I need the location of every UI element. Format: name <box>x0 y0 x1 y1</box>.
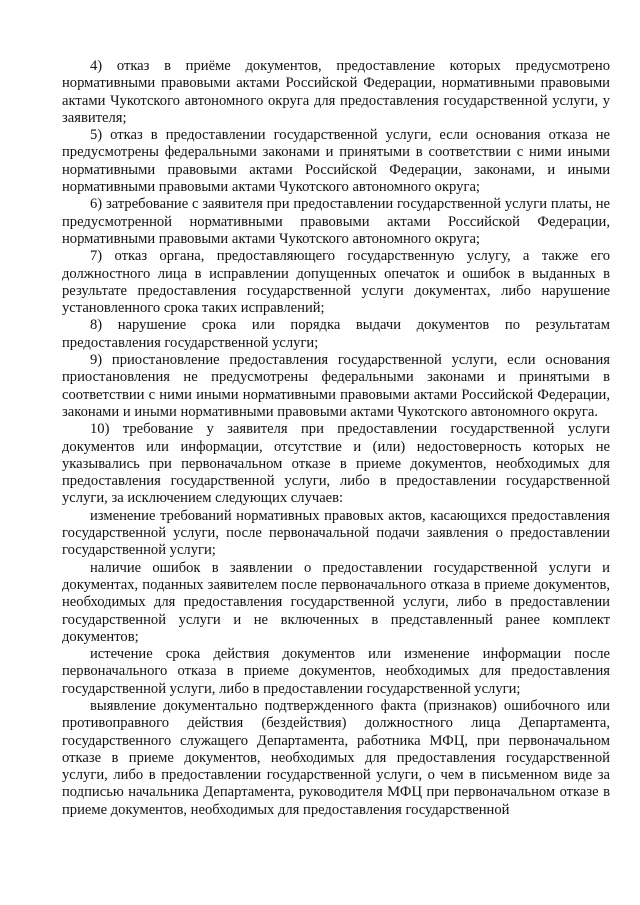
paragraph-item-10: 10) требование у заявителя при предоставлении государственной услуги документов или информации, отсутствие и (или) недостоверность которых не указывались при первоначальном отказе в приеме документов, необходимых для предоставления государственной услуги, либо в предоставлении государственной услуги, за исключением следующих случаев: <box>62 421 610 507</box>
paragraph-item-6: 6) затребование с заявителя при предоставлении государственной услуги платы, не предусмотренной нормативными правовыми актами Российской Федерации, нормативными правовыми актами Чукотского автономного округа; <box>62 196 610 247</box>
paragraph-exception-4: выявление документально подтвержденного факта (признаков) ошибочного или противоправного действия (бездействия) должностного лица Департамента, государственного служащего Департамента, работника МФЦ, при первоначальном отказе в приеме документов, необходимых для предоставления государственной услуги, либо в предоставлении государственной услуги, о чем в письменном виде за подписью начальника Департамента, руководителя МФЦ при первоначальном отказе в приеме документов, необходимых для предоставления государственной <box>62 697 610 818</box>
paragraph-exception-2: наличие ошибок в заявлении о предоставлении государственной услуги и документах, поданных заявителем после первоначального отказа в приеме документов, необходимых для предоставления государственной услуги, либо в предоставлении государственной услуги и не включенных в представленный ранее комплект документов; <box>62 559 610 645</box>
paragraph-item-9: 9) приостановление предоставления государственной услуги, если основания приостановления не предусмотрены федеральными законами и принятыми в соответствии с ними иными нормативными правовыми актами Российской Федерации, законами и иными нормативными правовыми актами Чукотского автономного округа. <box>62 352 610 420</box>
paragraph-exception-1: изменение требований нормативных правовых актов, касающихся предоставления государственной услуги, после первоначальной подачи заявления о предоставлении государственной услуги; <box>62 507 610 559</box>
document-page <box>62 58 610 819</box>
paragraph-item-4: 4) отказ в приёме документов, предоставление которых предусмотрено нормативными правовыми актами Российской Федерации, нормативными правовыми актами Чукотского автономного округа для предоставления государственной услуги, у заявителя; <box>62 58 610 126</box>
paragraph-item-8: 8) нарушение срока или порядка выдачи документов по результатам предоставления государственной услуги; <box>62 317 610 351</box>
paragraph-item-5: 5) отказ в предоставлении государственной услуги, если основания отказа не предусмотрены федеральными законами и принятыми в соответствии с ними иными нормативными правовыми актами Российской Федерации, законами, и иными нормативными правовыми актами Чукотского автономного округа; <box>62 127 610 196</box>
paragraph-item-7: 7) отказ органа, предоставляющего государственную услугу, а также его должностного лица в исправлении допущенных опечаток и ошибок в выданных в результате предоставления государственной услуги документах, либо нарушение установленного срока таких исправлений; <box>62 248 610 317</box>
paragraph-exception-3: истечение срока действия документов или изменение информации после первоначального отказа в приеме документов, необходимых для предоставления государственной услуги, либо в предоставлении государственной услуги; <box>62 646 610 697</box>
